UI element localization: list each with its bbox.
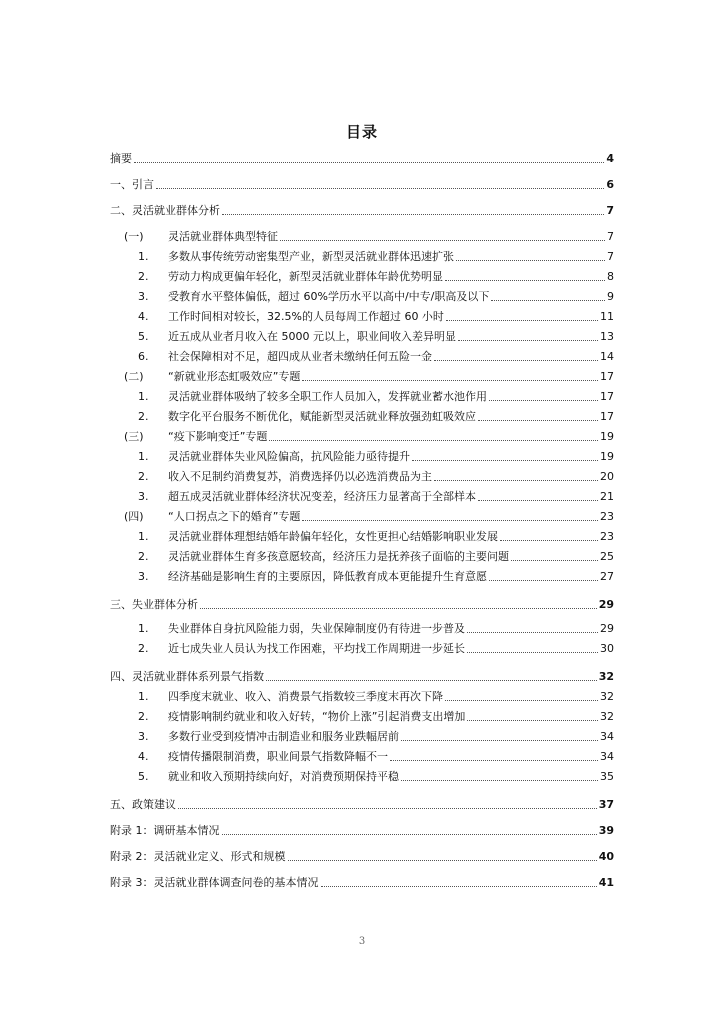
toc-entry-page: 41 <box>598 876 614 889</box>
toc-entry-page: 4 <box>606 152 614 165</box>
toc-entry-page: 7 <box>607 250 614 263</box>
toc-entry-title: 近七成失业人员认为找工作困难，平均找工作周期进一步延长 <box>168 642 465 655</box>
dot-leader <box>390 760 598 761</box>
toc-entry-number: 2. <box>138 470 149 483</box>
toc-entry-title: “新就业形态虹吸效应”专题 <box>168 370 301 383</box>
toc-entry-title: 社会保障相对不足，超四成从业者未缴纳任何五险一金 <box>168 350 432 363</box>
toc-entry[interactable] <box>110 388 614 404</box>
toc-entry-number: (一) <box>124 230 144 243</box>
toc-entry[interactable] <box>110 288 614 304</box>
toc-entry[interactable] <box>110 228 614 244</box>
toc-entry[interactable] <box>110 620 614 636</box>
toc-entry-number: 2. <box>138 410 149 423</box>
dot-leader <box>412 460 598 461</box>
toc-entry-page: 40 <box>598 850 614 863</box>
toc-entry-number: 3. <box>138 730 149 743</box>
toc-entry[interactable] <box>110 508 614 524</box>
page-number: 3 <box>358 936 366 947</box>
toc-entry-page: 20 <box>600 470 614 483</box>
toc-entry-page: 27 <box>600 570 614 583</box>
toc-entry-page: 32 <box>598 670 614 683</box>
toc-entry-page: 29 <box>600 622 614 635</box>
dot-leader <box>401 780 598 781</box>
toc-entry-number: 4. <box>138 310 149 323</box>
toc-entry[interactable] <box>110 468 614 484</box>
toc-entry[interactable] <box>110 348 614 364</box>
toc-entry[interactable] <box>110 448 614 464</box>
toc-entry-page: 8 <box>607 270 614 283</box>
dot-leader <box>511 560 598 561</box>
dot-leader <box>269 440 598 441</box>
toc-entry-title: 近五成从业者月收入在 5000 元以上，职业间收入差异明显 <box>168 330 456 343</box>
toc-entry-page: 37 <box>598 798 614 811</box>
dot-leader <box>321 886 597 887</box>
toc-entry-title: 受教育水平整体偏低，超过 60%学历水平以高中/中专/职高及以下 <box>168 290 490 303</box>
dot-leader <box>401 740 598 741</box>
toc-entry-page: 9 <box>607 290 614 303</box>
toc-entry-number: (三) <box>124 430 144 443</box>
toc-entry-number: 2. <box>138 270 149 283</box>
dot-leader <box>500 540 598 541</box>
toc-entry-number: 2. <box>138 710 149 723</box>
toc-entry-page: 14 <box>600 350 614 363</box>
dot-leader <box>178 808 597 809</box>
toc-entry-title: 失业群体自身抗风险能力弱，失业保障制度仍有待进一步普及 <box>168 622 465 635</box>
toc-entry-title: 超五成灵活就业群体经济状况变差，经济压力显著高于全部样本 <box>168 490 476 503</box>
toc-entry-title: 收入不足制约消费复苏，消费选择仍以必选消费品为主 <box>168 470 432 483</box>
dot-leader <box>434 360 598 361</box>
toc-entry[interactable] <box>110 708 614 724</box>
toc-entry-title: 疫情影响制约就业和收入好转，“物价上涨”引起消费支出增加 <box>168 710 466 723</box>
toc-entry-title: 灵活就业群体典型特征 <box>168 230 278 243</box>
toc-entry-page: 19 <box>600 430 614 443</box>
toc-entry[interactable] <box>110 822 614 838</box>
dot-leader <box>489 580 598 581</box>
toc-entry-title: 数字化平台服务不断优化，赋能新型灵活就业释放强劲虹吸效应 <box>168 410 476 423</box>
dot-leader <box>302 380 598 381</box>
dot-leader <box>200 608 597 609</box>
toc-entry-number: 5. <box>138 330 149 343</box>
toc-entry-title: 灵活就业群体吸纳了较多全职工作人员加入，发挥就业蓄水池作用 <box>168 390 487 403</box>
toc-entry-title: 灵活就业群体理想结婚年龄偏年轻化，女性更担心结婚影响职业发展 <box>168 530 498 543</box>
toc-entry[interactable] <box>110 328 614 344</box>
toc-entry-title: 疫情传播限制消费，职业间景气指数降幅不一 <box>168 750 388 763</box>
toc-entry-number: 4. <box>138 750 149 763</box>
toc-entry[interactable] <box>110 848 614 864</box>
toc-entry-number: 1. <box>138 622 149 635</box>
toc-entry-title: 一、引言 <box>110 178 154 191</box>
toc-entry[interactable] <box>110 528 614 544</box>
dot-leader <box>489 400 598 401</box>
toc-entry-title: 四季度末就业、收入、消费景气指数较三季度末再次下降 <box>168 690 443 703</box>
toc-entry-page: 32 <box>600 690 614 703</box>
toc-entry-number: 6. <box>138 350 149 363</box>
toc-entry-number: 2. <box>138 550 149 563</box>
dot-leader <box>445 700 598 701</box>
dot-leader <box>302 520 598 521</box>
dot-leader <box>491 300 605 301</box>
toc-entry-page: 21 <box>600 490 614 503</box>
toc-entry-title: 经济基础是影响生育的主要原因，降低教育成本更能提升生育意愿 <box>168 570 487 583</box>
toc-entry-page: 23 <box>600 530 614 543</box>
toc-entry-title: 工作时间相对较长，32.5%的人员每周工作超过 60 小时 <box>168 310 444 323</box>
toc-entry-title: 四、灵活就业群体系列景气指数 <box>110 670 264 683</box>
toc-entry-title: 就业和收入预期持续向好，对消费预期保持平稳 <box>168 770 399 783</box>
toc-entry-title: 附录 3：灵活就业群体调查问卷的基本情况 <box>110 876 319 889</box>
toc-entry[interactable] <box>110 768 614 784</box>
toc-entry-page: 17 <box>600 390 614 403</box>
dot-leader <box>467 720 598 721</box>
toc-entry-title: 附录 2：灵活就业定义、形式和规模 <box>110 850 286 863</box>
toc-entry-number: 3. <box>138 490 149 503</box>
toc-entry-title: 三、失业群体分析 <box>110 598 198 611</box>
toc-entry-page: 23 <box>600 510 614 523</box>
toc-entry-number: 1. <box>138 450 149 463</box>
toc-entry[interactable] <box>110 368 614 384</box>
dot-leader <box>156 188 604 189</box>
dot-leader <box>434 480 598 481</box>
toc-entry-number: 3. <box>138 570 149 583</box>
toc-entry-title: 附录 1：调研基本情况 <box>110 824 220 837</box>
toc-entry[interactable] <box>110 688 614 704</box>
dot-leader <box>222 214 604 215</box>
toc-entry-page: 29 <box>598 598 614 611</box>
toc-entry-title: 多数行业受到疫情冲击制造业和服务业跌幅居前 <box>168 730 399 743</box>
toc-entry[interactable] <box>110 668 614 684</box>
dot-leader <box>288 860 597 861</box>
toc-entry-title: 摘要 <box>110 152 132 165</box>
toc-entry[interactable] <box>110 728 614 744</box>
toc-entry-number: 1. <box>138 530 149 543</box>
dot-leader <box>456 260 605 261</box>
dot-leader <box>478 500 598 501</box>
toc-entry-number: 1. <box>138 690 149 703</box>
toc-entry-page: 34 <box>600 750 614 763</box>
toc-entry-title: 二、灵活就业群体分析 <box>110 204 220 217</box>
toc-entry[interactable] <box>110 150 614 166</box>
toc-entry-page: 17 <box>600 370 614 383</box>
toc-entry-number: (四) <box>124 510 144 523</box>
toc-entry[interactable] <box>110 548 614 564</box>
dot-leader <box>446 320 598 321</box>
page-title: 目录 <box>345 123 378 141</box>
toc-entry-title: 五、政策建议 <box>110 798 176 811</box>
toc-entry-number: 1. <box>138 250 149 263</box>
toc-entry-page: 13 <box>600 330 614 343</box>
toc-entry-title: 灵活就业群体失业风险偏高，抗风险能力亟待提升 <box>168 450 410 463</box>
dot-leader <box>266 680 597 681</box>
toc-entry[interactable] <box>110 874 614 890</box>
toc-entry-page: 35 <box>600 770 614 783</box>
toc-entry-page: 19 <box>600 450 614 463</box>
toc-entry[interactable] <box>110 202 614 218</box>
toc-entry-page: 17 <box>600 410 614 423</box>
toc-entry[interactable] <box>110 796 614 812</box>
toc-entry-page: 39 <box>598 824 614 837</box>
toc-entry-page: 6 <box>606 178 614 191</box>
toc-entry-number: 5. <box>138 770 149 783</box>
toc-entry[interactable] <box>110 268 614 284</box>
dot-leader <box>467 652 598 653</box>
toc-entry-number: 3. <box>138 290 149 303</box>
toc-entry-page: 7 <box>606 204 614 217</box>
toc-entry[interactable] <box>110 248 614 264</box>
toc-entry[interactable] <box>110 308 614 324</box>
dot-leader <box>458 340 598 341</box>
toc-entry-title: 劳动力构成更偏年轻化，新型灵活就业群体年龄优势明显 <box>168 270 443 283</box>
dot-leader <box>467 632 598 633</box>
toc-entry[interactable] <box>110 428 614 444</box>
dot-leader <box>478 420 598 421</box>
dot-leader <box>134 162 604 163</box>
toc-entry-number: 1. <box>138 390 149 403</box>
toc-entry-page: 7 <box>607 230 614 243</box>
toc-entry[interactable] <box>110 640 614 656</box>
toc-entry-page: 32 <box>600 710 614 723</box>
toc-entry-title: “人口拐点之下的婚育”专题 <box>168 510 301 523</box>
toc-entry-page: 34 <box>600 730 614 743</box>
toc-entry[interactable] <box>110 748 614 764</box>
toc-entry[interactable] <box>110 568 614 584</box>
toc-entry-title: “疫下影响变迁”专题 <box>168 430 268 443</box>
toc-entry-page: 25 <box>600 550 614 563</box>
toc-entry-title: 灵活就业群体生育多孩意愿较高，经济压力是抚养孩子面临的主要问题 <box>168 550 509 563</box>
dot-leader <box>280 240 605 241</box>
toc-entry-page: 11 <box>600 310 614 323</box>
toc-entry-title: 多数从事传统劳动密集型产业，新型灵活就业群体迅速扩张 <box>168 250 454 263</box>
toc-entry[interactable] <box>110 488 614 504</box>
dot-leader <box>445 280 605 281</box>
dot-leader <box>222 834 597 835</box>
toc-entry[interactable] <box>110 408 614 424</box>
toc-entry-number: (二) <box>124 370 144 383</box>
toc-entry[interactable] <box>110 176 614 192</box>
toc-entry[interactable] <box>110 596 614 612</box>
toc-entry-page: 30 <box>600 642 614 655</box>
toc-entry-number: 2. <box>138 642 149 655</box>
